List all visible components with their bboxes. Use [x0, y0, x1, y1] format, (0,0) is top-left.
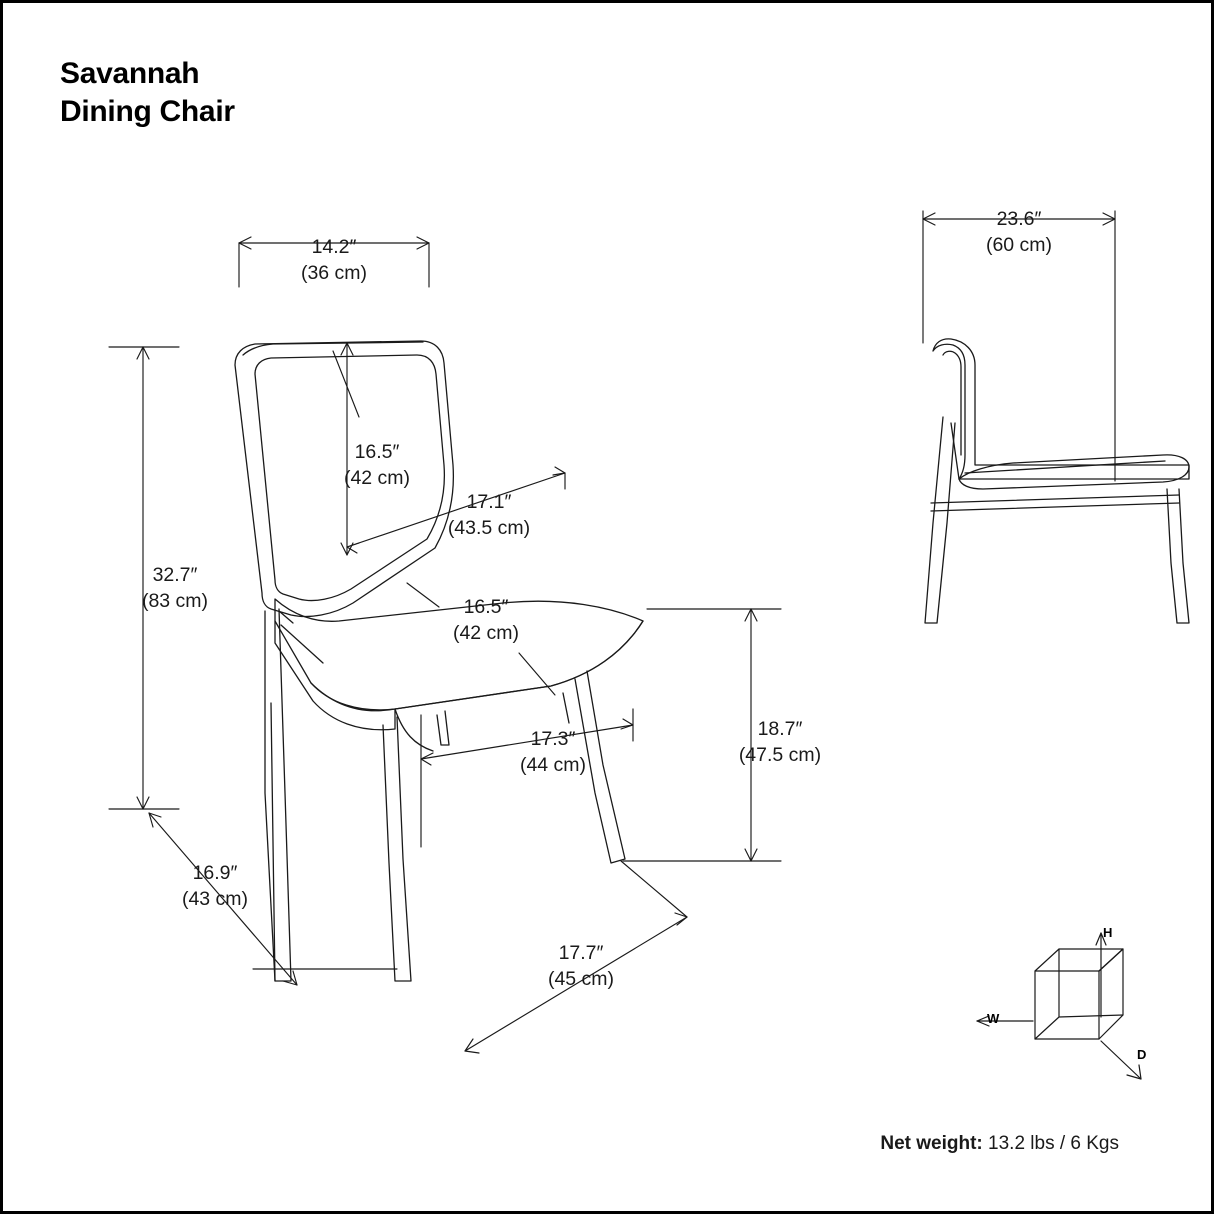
- dim-value-inch: 32.7″: [152, 564, 198, 586]
- dim-label-overall-depth: [937, 207, 1101, 258]
- dim-value-inch: 17.7″: [558, 942, 604, 964]
- dim-value-cm: (42 cm): [452, 621, 520, 644]
- dim-label-overall-height: [93, 563, 257, 614]
- dim-value-inch: 18.7″: [757, 718, 803, 740]
- dim-label-seat-height: [693, 717, 867, 768]
- axis-legend-cube: [977, 933, 1141, 1079]
- dim-label-seat-back-width: [253, 235, 415, 286]
- dim-value-inch: 17.3″: [530, 728, 576, 750]
- dim-value-cm: (42 cm): [343, 466, 411, 489]
- title-line-1: Savannah: [60, 57, 200, 90]
- net-weight-label: Net weight:: [880, 1133, 983, 1154]
- dim-value-cm: (44 cm): [519, 753, 587, 776]
- dimension-lines: [109, 211, 1115, 1053]
- axis-label-depth: D: [1137, 1047, 1147, 1062]
- dim-value-cm: (43 cm): [181, 887, 249, 910]
- axis-label-height: H: [1103, 925, 1113, 940]
- dim-label-seat-depth: [403, 595, 569, 646]
- title-line-2: Dining Chair: [60, 95, 235, 129]
- dim-value-cm: (47.5 cm): [738, 743, 822, 766]
- net-weight: [880, 1133, 1119, 1155]
- dim-value-cm: (43.5 cm): [447, 516, 531, 539]
- axis-label-width: W: [987, 1011, 1000, 1026]
- dim-label-seat-width: [471, 727, 635, 778]
- dim-value-inch: 23.6″: [996, 208, 1042, 230]
- dim-label-leg-span-front: [133, 861, 297, 912]
- net-weight-value: 13.2 lbs / 6 Kgs: [988, 1133, 1119, 1154]
- dim-value-cm: (45 cm): [547, 967, 615, 990]
- dim-label-back-height: [299, 440, 455, 491]
- dim-label-leg-span-side: [499, 941, 663, 992]
- dim-value-cm: (60 cm): [985, 233, 1053, 256]
- dim-value-cm: (83 cm): [141, 589, 209, 612]
- dim-value-inch: 17.1″: [466, 491, 512, 513]
- dim-label-seat-diagonal-depth: [401, 490, 577, 541]
- chair-side-view: [925, 339, 1189, 623]
- dim-value-inch: 16.9″: [192, 862, 238, 884]
- dim-value-inch: 14.2″: [311, 236, 357, 258]
- dim-value-inch: 16.5″: [354, 441, 400, 463]
- dim-value-cm: (36 cm): [300, 261, 368, 284]
- dim-value-inch: 16.5″: [463, 596, 509, 618]
- page-title: [60, 55, 235, 132]
